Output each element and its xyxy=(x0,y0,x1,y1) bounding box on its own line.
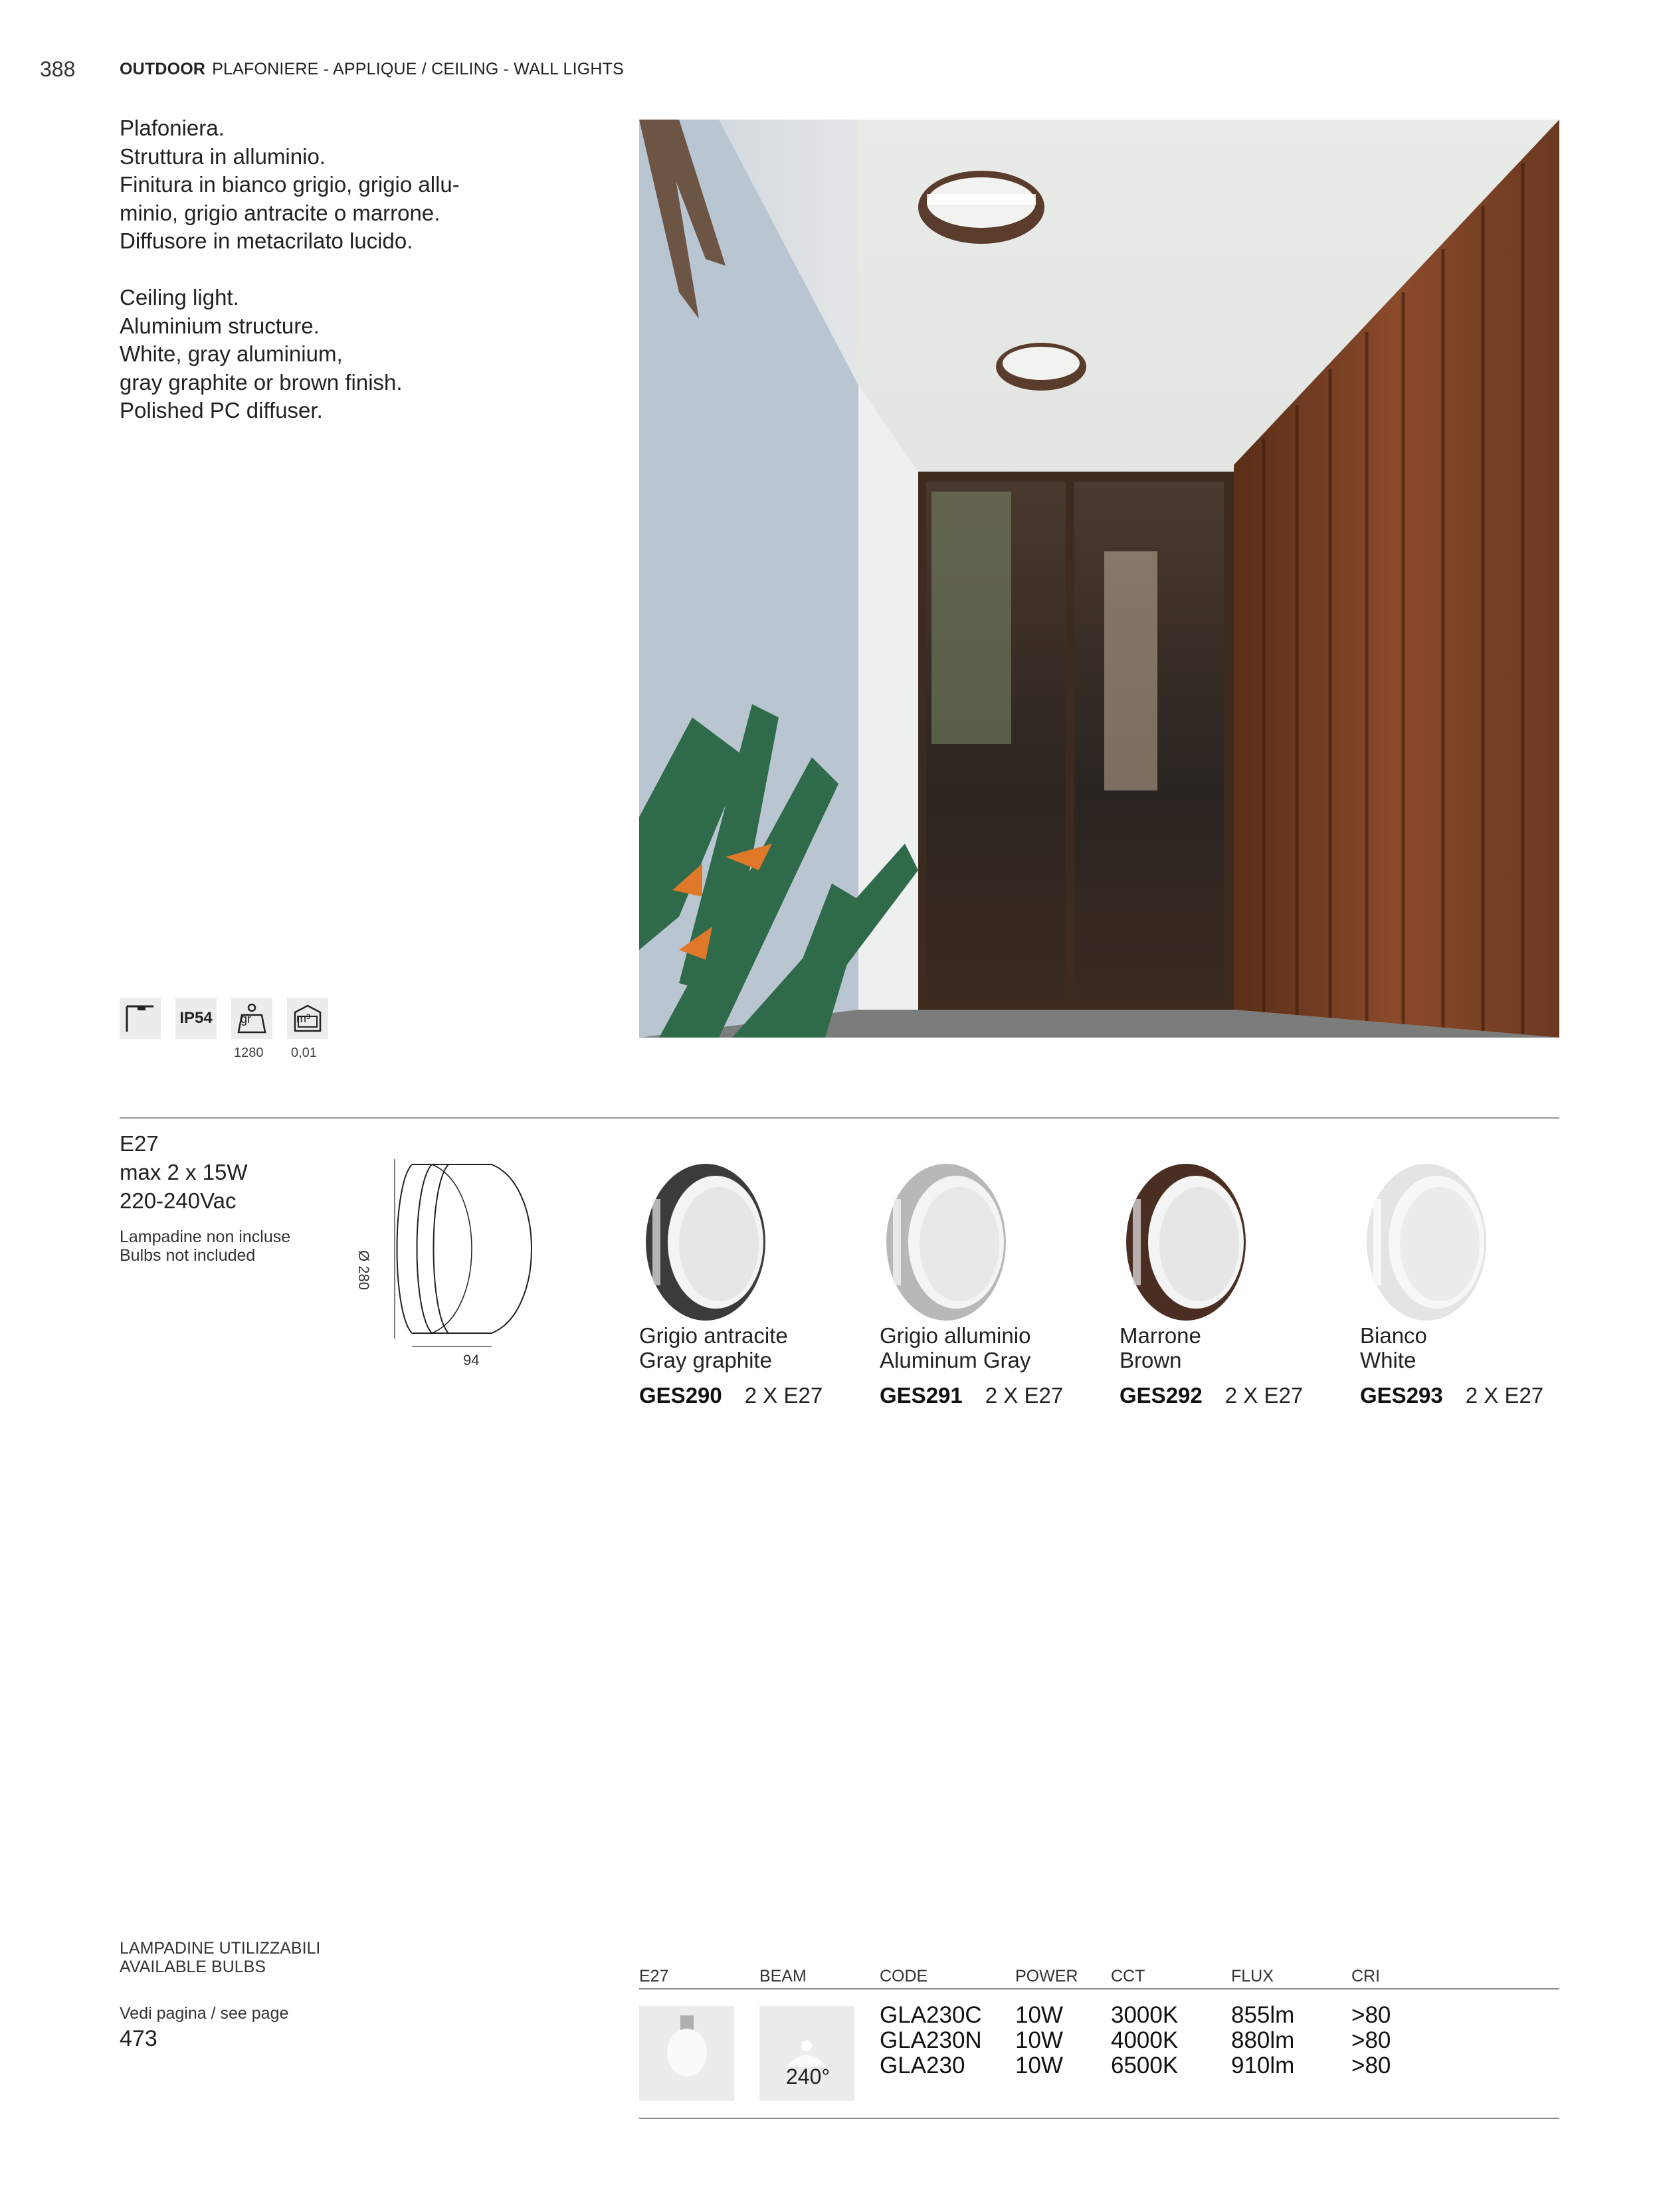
beam-angle: 240° xyxy=(786,2065,830,2088)
col-header-beam: BEAM xyxy=(759,1967,807,1985)
ceiling-mount-icon xyxy=(120,998,161,1039)
variant-qty: 2 X E27 xyxy=(985,1383,1064,1408)
variant-name: Marrone Brown xyxy=(1120,1323,1201,1372)
product-photo-white xyxy=(1360,1159,1493,1325)
header-section: OUTDOOR xyxy=(120,60,206,78)
beam-thumbnail xyxy=(759,2006,854,2101)
variant-ges293 xyxy=(1360,1159,1579,1408)
variant-qty: 2 X E27 xyxy=(1465,1383,1544,1408)
bulb-powers: 10W 10W 10W xyxy=(1015,2002,1063,2078)
variant-qty: 2 X E27 xyxy=(744,1383,823,1408)
description-italian: Plafoniera. Struttura in alluminio. Finitura in bianco grigio, grigio allu- minio, grigio antracite o marrone. Diffusore in metacrilato lucido. xyxy=(120,116,460,253)
col-header-e27: E27 xyxy=(639,1967,669,1985)
hallway-illustration xyxy=(639,120,1559,1038)
feature-icons xyxy=(120,998,328,1039)
col-header-cri: CRI xyxy=(1351,1967,1381,1985)
weight-value: 1280 xyxy=(234,1046,264,1060)
bulb-codes: GLA230C GLA230N GLA230 xyxy=(880,2002,982,2078)
variant-code: GES292 xyxy=(1120,1383,1203,1408)
diameter-dimension: Ø 280 xyxy=(355,1250,372,1290)
col-header-code: CODE xyxy=(880,1967,928,1985)
page-header xyxy=(120,60,624,79)
weight-icon xyxy=(231,998,272,1039)
see-page-label: Vedi pagina / see page xyxy=(120,2004,289,2023)
available-bulbs-title: LAMPADINE UTILIZZABILI AVAILABLE BULBS xyxy=(120,1939,321,1976)
beam-icon xyxy=(759,2006,854,2073)
product-photo-gray-graphite xyxy=(639,1159,772,1325)
variant-qty: 2 X E27 xyxy=(1224,1383,1304,1408)
electrical-specs: E27 max 2 x 15W 220-240Vac xyxy=(120,1131,248,1213)
product-photo-aluminum-gray xyxy=(880,1159,1013,1325)
variant-name: Bianco White xyxy=(1360,1323,1427,1372)
bulb-icon xyxy=(639,2006,734,2101)
page-number: 388 xyxy=(40,57,76,81)
variant-name: Grigio antracite Gray graphite xyxy=(639,1323,788,1372)
volume-value: 0,01 xyxy=(291,1046,317,1060)
ip-rating-icon: IP54 xyxy=(175,998,217,1039)
header-category: PLAFONIERE - APPLIQUE / CEILING - WALL LIGHTS xyxy=(212,60,624,78)
variant-code: GES290 xyxy=(639,1383,722,1408)
depth-dimension: 94 xyxy=(463,1352,480,1368)
volume-unit: m³ xyxy=(296,1012,310,1025)
bulb-thumbnail xyxy=(639,2006,734,2101)
variant-code: GES291 xyxy=(880,1383,963,1408)
bulbs-note: Lampadine non incluse Bulbs not included xyxy=(120,1228,291,1265)
bulb-cris: >80 >80 >80 xyxy=(1351,2002,1391,2078)
weight-unit: gr xyxy=(241,1012,252,1026)
hero-photo xyxy=(639,120,1559,1038)
col-header-power: POWER xyxy=(1015,1967,1078,1985)
col-header-cct: CCT xyxy=(1111,1967,1145,1985)
col-header-flux: FLUX xyxy=(1231,1967,1274,1985)
variant-code: GES293 xyxy=(1360,1383,1443,1408)
section-divider xyxy=(120,1117,1559,1119)
bulbs-header-rule xyxy=(639,1988,1559,1989)
variant-ges290 xyxy=(639,1159,858,1408)
technical-drawing xyxy=(392,1159,551,1378)
bulb-fluxes: 855lm 880lm 910lm xyxy=(1231,2002,1295,2078)
variant-name: Grigio alluminio Aluminum Gray xyxy=(880,1323,1031,1372)
product-photo-brown xyxy=(1120,1159,1252,1325)
bulbs-bottom-rule xyxy=(639,2118,1559,2119)
bulb-ccts: 3000K 4000K 6500K xyxy=(1111,2002,1179,2078)
volume-icon xyxy=(287,998,328,1039)
variant-ges291 xyxy=(880,1159,1099,1408)
variant-ges292 xyxy=(1120,1159,1339,1408)
see-page-number: 473 xyxy=(120,2026,157,2051)
description-english: Ceiling light. Aluminium structure. White, gray aluminium, gray graphite or brown finish. Polished PC diffuser. xyxy=(120,285,403,422)
